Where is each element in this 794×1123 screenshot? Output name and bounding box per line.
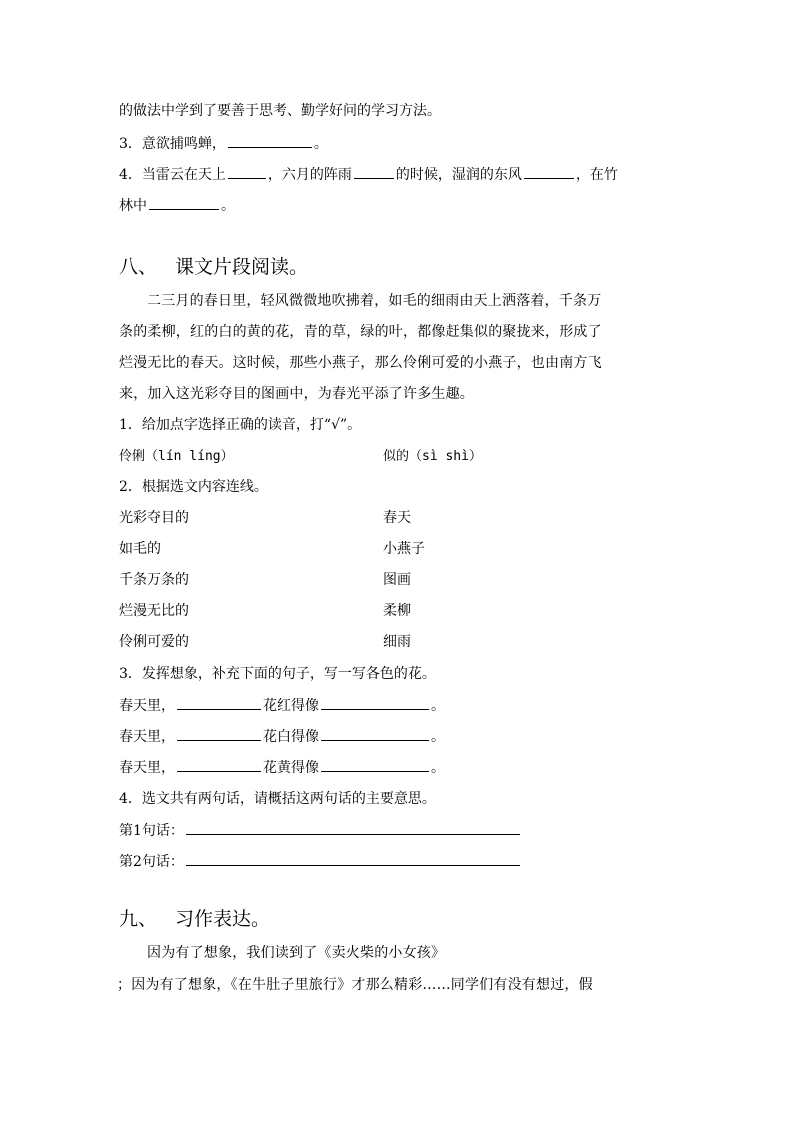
answer-blank[interactable] <box>177 757 261 772</box>
section-8-heading <box>119 254 308 280</box>
summary-label: 第1句话： <box>119 823 184 839</box>
sentence-start: 春天里， <box>119 698 175 714</box>
answer-blank[interactable] <box>228 133 312 148</box>
section-9-heading <box>119 906 270 932</box>
answer-blank[interactable] <box>524 164 574 179</box>
sentence-middle: 花红得像 <box>263 698 319 714</box>
answer-blank[interactable] <box>321 757 429 772</box>
summary-line-2 <box>119 851 522 872</box>
pinyin-row <box>119 446 234 467</box>
passage-line: 来，加入这光彩夺目的图画中，为春光平添了许多生趣。 <box>119 386 474 402</box>
pinyin-choice-right[interactable]: 似的（sì shì） <box>383 449 482 464</box>
passage-line: 烂漫无比的春天。这时候，那些小燕子，那么伶俐可爱的小燕子，也由南方飞 <box>119 355 602 371</box>
question-3-top <box>119 133 328 154</box>
pinyin-choice-right-wrap <box>383 446 482 467</box>
prompt-line: ；因为有了想象，《在牛肚子里旅行》才那么精彩……同学们有没有想过，假 <box>117 977 593 993</box>
section-title: 课文片段阅读。 <box>175 256 309 278</box>
answer-blank[interactable] <box>186 820 520 835</box>
answer-blank[interactable] <box>149 195 219 210</box>
pinyin-choice-left[interactable]: 伶俐（lín líng） <box>119 449 234 464</box>
question-4-top <box>119 164 618 185</box>
fill-sentence <box>119 695 445 716</box>
continued-text: 的做法中学到了要善于思考、勤学好问的学习方法。 <box>119 103 441 119</box>
summary-line-1 <box>119 820 522 841</box>
answer-blank[interactable] <box>321 726 429 741</box>
fill-sentence <box>119 726 445 747</box>
match-left-item[interactable]: 千条万条的 <box>119 572 189 588</box>
answer-blank[interactable] <box>354 164 394 179</box>
answer-blank[interactable] <box>228 164 266 179</box>
match-left-item[interactable]: 光彩夺目的 <box>119 510 189 526</box>
question-3: 3．发挥想象，补充下面的句子，写一写各色的花。 <box>119 666 436 682</box>
answer-blank[interactable] <box>186 851 520 866</box>
question-text: 的时候，湿润的东风 <box>395 167 522 183</box>
passage-line: 二三月的春日里，轻风微微地吹拂着，如毛的细雨由天上洒落着，千条万 <box>147 293 602 309</box>
answer-blank[interactable] <box>177 726 261 741</box>
punctuation: 。 <box>221 198 235 214</box>
question-text: ，六月的阵雨 <box>267 167 352 183</box>
passage-line: 条的柔柳，红的白的黄的花，青的草，绿的叶，都像赶集似的聚拢来，形成了 <box>119 324 602 340</box>
punctuation: 。 <box>313 136 328 152</box>
match-left-item[interactable]: 伶俐可爱的 <box>119 634 189 650</box>
section-number: 九、 <box>119 908 158 930</box>
fill-sentence <box>119 757 445 778</box>
sentence-start: 春天里， <box>119 729 175 745</box>
punctuation: 。 <box>431 760 445 776</box>
question-text: ，在竹 <box>575 167 618 183</box>
match-left-item[interactable]: 如毛的 <box>119 541 161 557</box>
match-right-item[interactable]: 细雨 <box>383 634 411 650</box>
match-right-item[interactable]: 图画 <box>383 572 411 588</box>
question-1: 1．给加点字选择正确的读音，打“√”。 <box>119 417 362 433</box>
question-text: 3．意欲捕鸣蝉， <box>119 136 226 152</box>
answer-blank[interactable] <box>321 695 429 710</box>
punctuation: 。 <box>431 729 445 745</box>
section-number: 八、 <box>119 256 158 278</box>
summary-label: 第2句话： <box>119 854 184 870</box>
question-text: 4．当雷云在天上 <box>119 167 226 183</box>
section-title: 习作表达。 <box>175 908 271 930</box>
sentence-middle: 花白得像 <box>263 729 319 745</box>
match-right-item[interactable]: 柔柳 <box>383 603 411 619</box>
match-right-item[interactable]: 春天 <box>383 510 411 526</box>
prompt-line: 因为有了想象，我们读到了《卖火柴的小女孩》 <box>147 945 446 961</box>
answer-blank[interactable] <box>177 695 261 710</box>
sentence-middle: 花黄得像 <box>263 760 319 776</box>
punctuation: 。 <box>431 698 445 714</box>
question-2: 2．根据选文内容连线。 <box>119 479 268 495</box>
question-4-line2 <box>119 195 235 216</box>
match-right-item[interactable]: 小燕子 <box>383 541 425 557</box>
question-4: 4．选文共有两句话，请概括这两句话的主要意思。 <box>119 791 436 807</box>
question-text: 林中 <box>119 198 147 214</box>
sentence-start: 春天里， <box>119 760 175 776</box>
match-left-item[interactable]: 烂漫无比的 <box>119 603 189 619</box>
